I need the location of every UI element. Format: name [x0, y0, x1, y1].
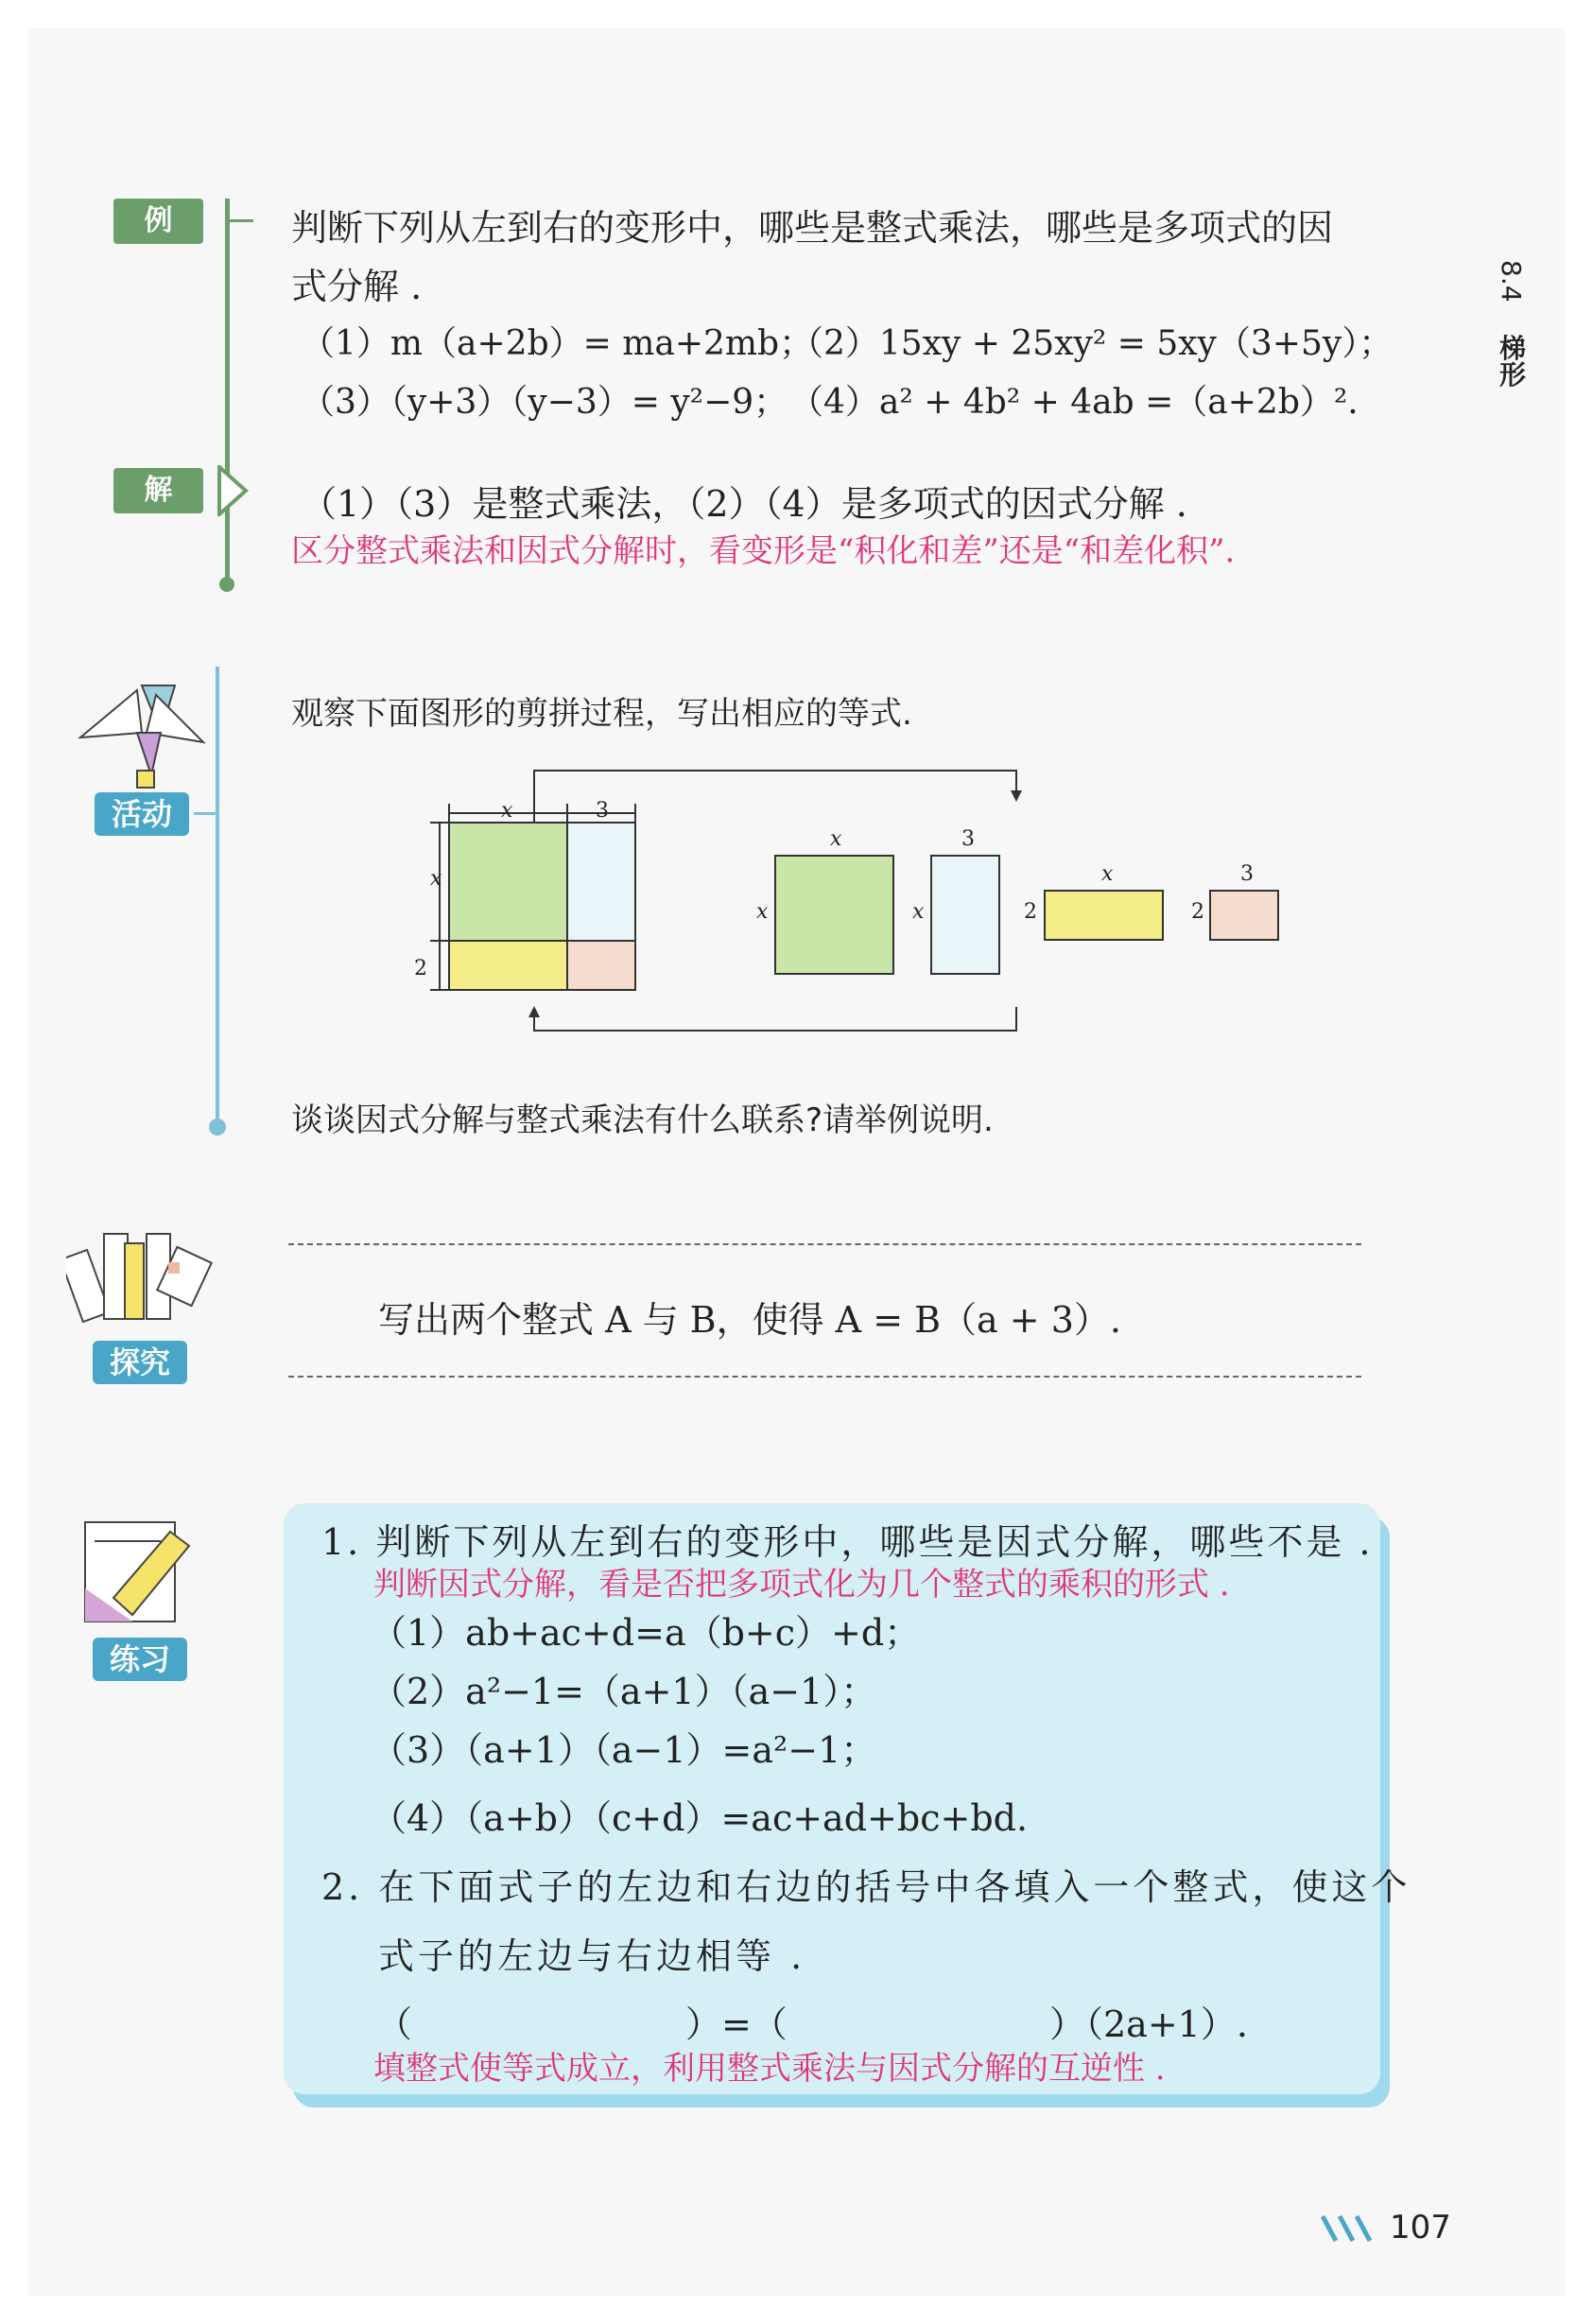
explore-books-icon: [66, 1224, 217, 1333]
activity-label: 活动: [95, 792, 189, 836]
practice-q2-hint: 填整式使等式成立，利用整式乘法与因式分解的互逆性 .: [373, 2050, 1166, 2088]
example-dot: [219, 577, 234, 592]
piece2-top-3: 3: [961, 827, 975, 851]
practice-q1-item-4: （4）（a+b）（c+d）=ac+ad+bc+bd.: [371, 1797, 1029, 1839]
page-number-decor-icon: [1319, 2212, 1385, 2245]
explore-bottom-divider: [288, 1376, 1361, 1378]
side-tab-title: 梯形: [1496, 334, 1527, 388]
dim-top-3: 3: [596, 799, 609, 823]
solution-label: 解: [113, 468, 203, 513]
piece1-left-x: x: [756, 900, 769, 924]
explore-text: 写出两个整式 A 与 B，使得 A = B（a + 3）.: [378, 1299, 1121, 1341]
practice-q1-item-2: （2）a²−1=（a+1）（a−1）；: [371, 1671, 877, 1712]
practice-q1-item-1: （1）ab+ac+d=a（b+c）+d；: [371, 1612, 921, 1654]
piece1-top-x: x: [830, 827, 842, 851]
practice-q2-left-paren: （: [376, 2003, 413, 2045]
example-hint: 区分整式乘法和因式分解时，看变形是“积化和差”还是“和差化积”.: [291, 532, 1236, 570]
example-item-4: （4）a² + 4b² + 4ab =（a+2b）².: [789, 383, 1359, 422]
dim-left-2: 2: [414, 957, 427, 980]
explore-label: 探究: [93, 1341, 187, 1384]
example-item-2: （2）15xy + 25xy² = 5xy（3+5y）；: [789, 324, 1394, 363]
example-question-line1: 判断下列从左到右的变形中，哪些是整式乘法，哪些是多项式的因: [291, 207, 1334, 249]
side-tab: [1492, 260, 1530, 387]
practice-label: 练习: [93, 1638, 187, 1681]
piece4-top-3: 3: [1240, 862, 1254, 886]
example-item-3: （3）（y+3）（y−3）= y²−9；: [301, 383, 788, 422]
page-number: 107: [1390, 2209, 1451, 2246]
practice-q2-line2: 式子的左边与右边相等 .: [378, 1935, 806, 1977]
activity-tick: [194, 812, 216, 815]
activity-timeline: [216, 667, 219, 1125]
dim-top-x: x: [501, 799, 513, 823]
practice-q1: 1. 判断下列从左到右的变形中，哪些是因式分解，哪些不是 .: [321, 1521, 1374, 1563]
dim-left-x: x: [430, 867, 442, 891]
practice-q1-hint: 判断因式分解，看是否把多项式化为几个整式的乘积的形式 .: [373, 1566, 1230, 1604]
cut-paste-diagram: [402, 756, 1309, 1049]
example-tick: [225, 219, 253, 222]
piece3-top-x: x: [1101, 862, 1114, 886]
practice-q2-line1: 2. 在下面式子的左边和右边的括号中各填入一个整式，使这个: [321, 1866, 1411, 1908]
solution-text: （1）（3）是整式乘法，（2）（4）是多项式的因式分解 .: [301, 483, 1187, 525]
activity-prompt: 观察下面图形的剪拼过程，写出相应的等式.: [291, 695, 912, 733]
example-question-line2: 式分解 .: [291, 266, 423, 307]
activity-dot: [209, 1119, 226, 1136]
side-tab-number: 8.4: [1496, 260, 1527, 303]
explore-top-divider: [288, 1243, 1361, 1245]
activity-question: 谈谈因式分解与整式乘法有什么联系?请举例说明.: [291, 1101, 994, 1139]
example-item-1: （1）m（a+2b）= ma+2mb；: [301, 324, 814, 363]
practice-q2-right: ）（2a+1）.: [1049, 2003, 1248, 2045]
practice-q1-item-3: （3）（a+1）（a−1）=a²−1；: [371, 1729, 877, 1771]
example-timeline: [225, 199, 230, 581]
practice-q2-mid: ）=（: [685, 2003, 788, 2045]
practice-notebook-icon: [76, 1503, 199, 1626]
activity-pinwheel-icon: [71, 676, 213, 789]
example-label: 例: [113, 199, 203, 244]
solution-arrow-icon: [216, 465, 250, 516]
piece4-left-2: 2: [1191, 900, 1204, 924]
piece3-left-2: 2: [1024, 900, 1037, 924]
piece2-left-x: x: [912, 900, 925, 924]
